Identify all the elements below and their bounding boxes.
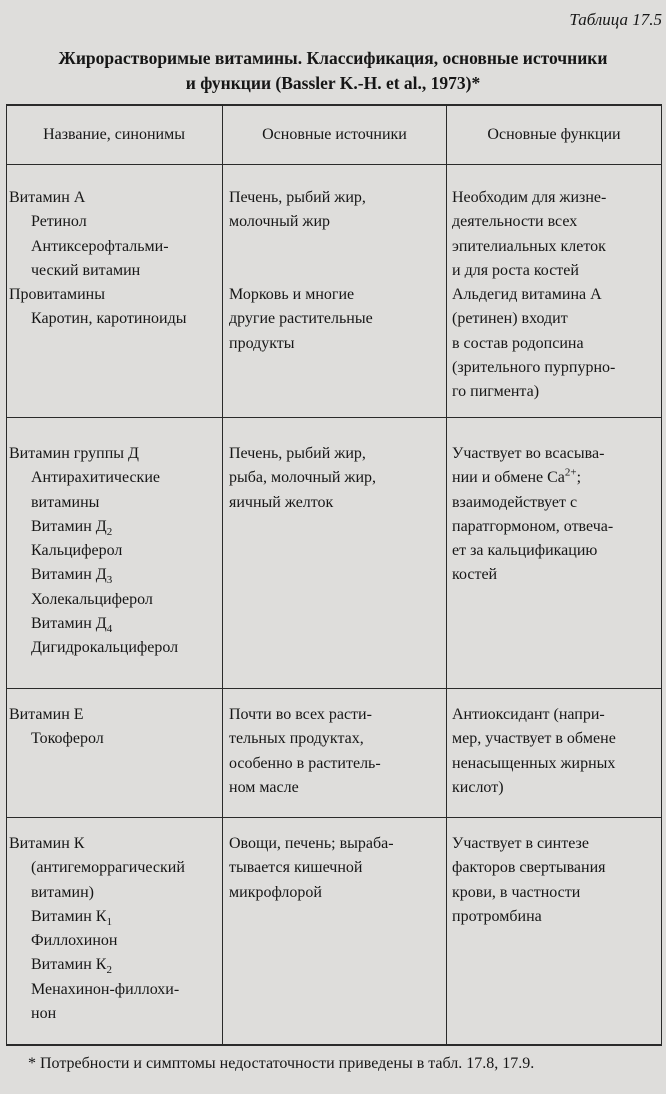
header-name: Название, синонимы	[43, 126, 185, 143]
row-vitamin-d-name	[9, 442, 178, 661]
sources-line: Печень, рыбий жир,	[229, 189, 366, 206]
column-divider-1	[222, 104, 223, 1045]
name-line: Провитамины	[9, 286, 105, 304]
name-line	[9, 515, 178, 539]
row-vitamin-d-sources	[229, 442, 376, 515]
name-text: Витамин К	[31, 956, 107, 974]
table-top-border	[6, 104, 662, 106]
table-title	[0, 46, 666, 96]
name-line: Витамин группы Д	[9, 445, 139, 462]
subscript: 2	[106, 526, 113, 539]
sources-line: Печень, рыбий жир,	[229, 445, 366, 462]
name-line: Менахинон-филлохи-	[31, 980, 180, 998]
functions-line: кислот)	[452, 778, 504, 796]
functions-line: Участвует во всасыва-	[452, 445, 605, 462]
row-vitamin-e-name	[9, 703, 104, 752]
row-separator-3	[6, 817, 662, 818]
row-vitamin-k-sources	[229, 832, 394, 905]
name-line: ческий витамин	[31, 261, 141, 279]
title-line-1: Жирорастворимые витамины. Классификация, основные источники	[58, 48, 608, 68]
subscript: 4	[106, 623, 113, 636]
functions-line: ненасыщенных жирных	[452, 754, 616, 772]
name-line: витамин)	[31, 883, 94, 901]
superscript: 2+	[564, 466, 577, 479]
functions-line: крови, в частности	[452, 883, 581, 901]
functions-line: (ретинен) входит	[452, 310, 568, 328]
name-line: Антирахитические	[31, 469, 160, 487]
functions-text: нии и обмене Ca	[452, 469, 565, 487]
sources-line: Морковь и многие	[229, 286, 355, 304]
functions-line: го пигмента)	[452, 383, 540, 401]
functions-line: взаимодействует с	[452, 493, 578, 511]
row-vitamin-a-sources	[229, 186, 373, 356]
name-line: Каротин, каротиноиды	[31, 310, 187, 328]
name-line: (антигеморрагический	[31, 859, 185, 877]
functions-text: ;	[576, 469, 582, 487]
functions-line: Участвует в синтезе	[452, 835, 589, 852]
row-vitamin-k-functions	[452, 832, 606, 929]
name-line: Холекальциферол	[31, 590, 153, 608]
name-line: Антиксерофтальми-	[31, 237, 169, 255]
functions-line: Необходим для жизне-	[452, 189, 607, 206]
sources-line: тельных продуктах,	[229, 730, 364, 748]
sources-line	[229, 259, 373, 283]
table-left-border	[6, 104, 7, 1045]
functions-line: факторов свертывания	[452, 859, 606, 877]
functions-line: и для роста костей	[452, 261, 579, 279]
name-line: Филлохинон	[31, 932, 118, 950]
sources-line	[229, 235, 373, 259]
header-bottom-border	[6, 164, 662, 165]
sources-line: другие растительные	[229, 310, 373, 328]
row-separator-2	[6, 688, 662, 689]
name-line: Токоферол	[31, 730, 104, 748]
table-number: Таблица 17.5	[569, 10, 662, 29]
name-text: Витамин Д	[31, 615, 107, 633]
name-line: Кальциферол	[31, 542, 123, 560]
name-text: Витамин Д	[31, 566, 107, 584]
name-text: Витамин К	[31, 907, 107, 925]
name-line: витамины	[31, 493, 100, 511]
subscript: 1	[106, 916, 112, 929]
row-vitamin-a-name	[9, 186, 186, 332]
column-divider-2	[446, 104, 447, 1045]
sources-line: особенно в раститель-	[229, 754, 381, 772]
table-right-border	[661, 104, 662, 1045]
subscript: 3	[106, 574, 113, 587]
functions-line: протромбина	[452, 907, 542, 925]
name-line	[9, 953, 185, 977]
name-line: Витамин А	[9, 189, 86, 206]
name-line	[9, 612, 178, 636]
name-text: Витамин Д	[31, 517, 107, 535]
sources-line: ном масле	[229, 778, 299, 796]
sources-line: Овощи, печень; выраба-	[229, 835, 394, 852]
functions-line: ет за кальцификацию	[452, 542, 598, 560]
functions-line: Антиоксидант (напри-	[452, 706, 605, 723]
row-vitamin-d-functions	[452, 442, 613, 588]
name-line: нон	[31, 1005, 57, 1023]
title-line-2: и функции (Bassler K.-H. et al., 1973)*	[185, 73, 481, 93]
functions-line: паратгормоном, отвеча-	[452, 517, 614, 535]
name-line: Ретинол	[31, 213, 87, 231]
name-line: Дигидрокальциферол	[31, 639, 179, 657]
sources-line: продукты	[229, 334, 295, 352]
sources-line: Почти во всех расти-	[229, 706, 372, 723]
name-line	[9, 563, 178, 587]
sources-line: рыба, молочный жир,	[229, 469, 377, 487]
functions-line: костей	[452, 566, 498, 584]
functions-line	[452, 466, 613, 490]
functions-line: (зрительного пурпурно-	[452, 359, 616, 377]
sources-line: молочный жир	[229, 213, 331, 231]
name-line: Витамин К	[9, 835, 85, 852]
sources-line: тывается кишечной	[229, 859, 363, 877]
functions-line: мер, участвует в обмене	[452, 730, 616, 748]
sources-line: микрофлорой	[229, 883, 322, 901]
footnote: * Потребности и симптомы недостаточности приведены в табл. 17.8, 17.9.	[28, 1055, 535, 1072]
header-sources: Основные источники	[262, 126, 407, 143]
name-line	[9, 905, 185, 929]
subscript: 2	[106, 964, 112, 977]
row-vitamin-e-functions	[452, 703, 616, 800]
row-vitamin-a-functions	[452, 186, 615, 405]
row-vitamin-e-sources	[229, 703, 381, 800]
functions-line: деятельности всех	[452, 213, 578, 231]
functions-line: в состав родопсина	[452, 334, 584, 352]
functions-line: эпителиальных клеток	[452, 237, 606, 255]
row-separator-1	[6, 417, 662, 418]
functions-line: Альдегид витамина А	[452, 286, 602, 304]
header-functions: Основные функции	[487, 126, 621, 143]
table-bottom-border	[6, 1044, 662, 1046]
sources-line: яичный желток	[229, 493, 334, 511]
row-vitamin-k-name	[9, 832, 185, 1026]
name-line: Витамин Е	[9, 706, 84, 723]
